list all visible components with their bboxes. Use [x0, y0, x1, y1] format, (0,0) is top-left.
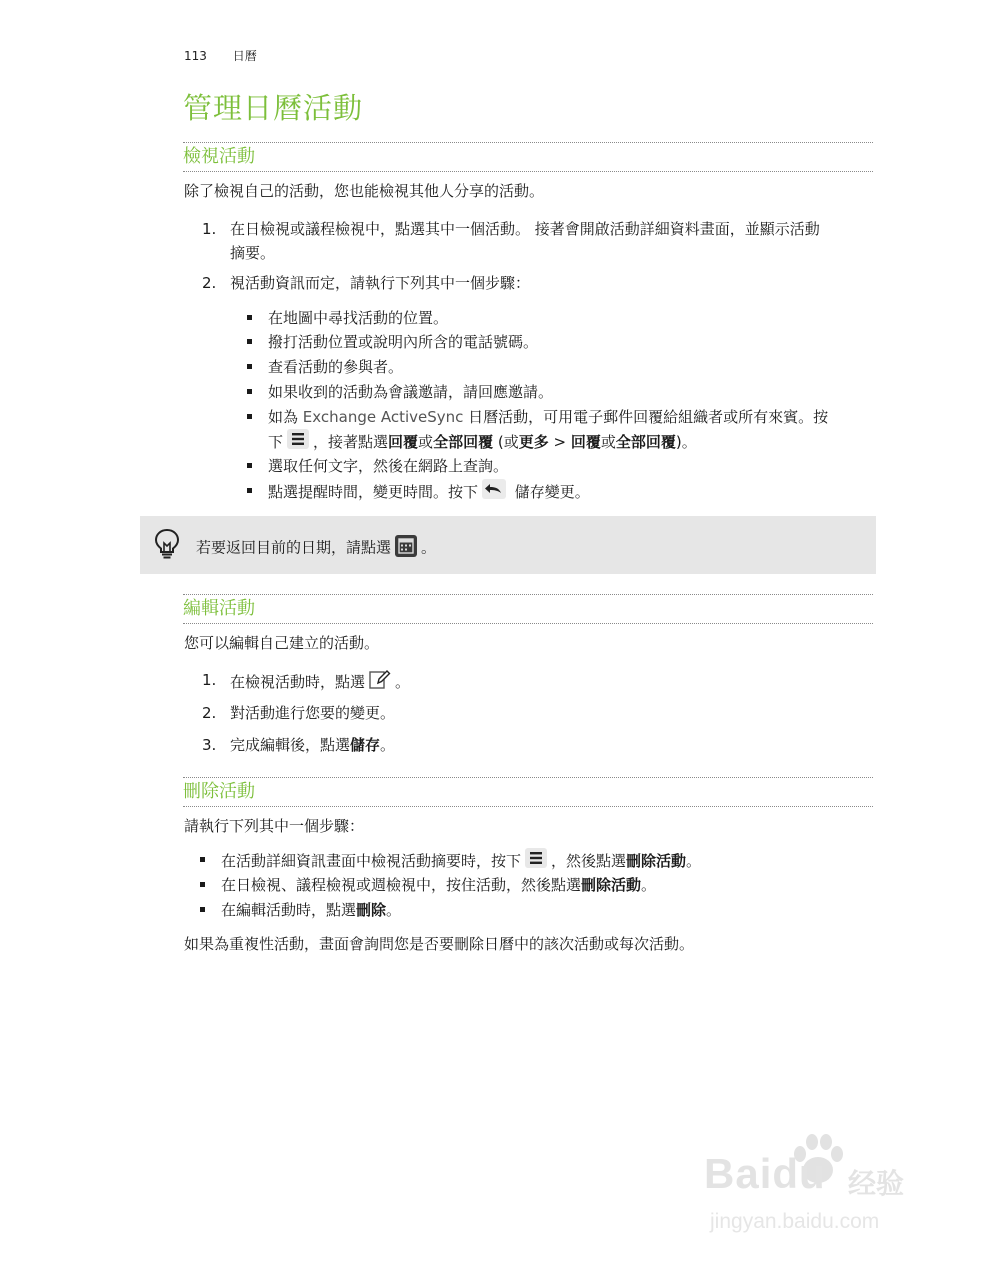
- text-run: 或: [418, 433, 434, 451]
- menu-icon: [525, 848, 547, 875]
- delete-closing: 如果為重複性活動，畫面會詢問您是否要刪除日曆中的該次活動或每次活動。: [184, 935, 695, 953]
- list-item-text: 在地圖中尋找活動的位置。: [268, 309, 449, 327]
- text-run: 如為: [268, 408, 303, 426]
- text-run: 。: [641, 876, 657, 894]
- bullet-marker: [247, 488, 252, 493]
- list-item-text: 如果收到的活動為會議邀請，請回應邀請。: [268, 383, 554, 401]
- text-run: 。: [386, 901, 402, 919]
- list-item: [247, 479, 882, 506]
- list-item-text: [268, 479, 882, 506]
- ui-term: 回覆: [570, 433, 601, 451]
- step-number: 1.: [202, 671, 217, 689]
- text-run: 。: [686, 852, 702, 870]
- baidu-watermark: [700, 1140, 935, 1250]
- step-text: 視活動資訊而定，請執行下列其中一個步驟：: [230, 274, 531, 292]
- list-item: [247, 330, 882, 354]
- view-step-1: [202, 217, 882, 265]
- list-item-text: 選取任何文字，然後在網路上查詢。: [268, 457, 509, 475]
- section-heading-edit: 編輯活動: [183, 594, 873, 624]
- text-run: 若要返回目前的日期，請點選: [196, 538, 392, 557]
- watermark-product: 经验: [848, 1167, 905, 1200]
- ui-term: 儲存: [350, 736, 381, 754]
- step-text-line: 摘要。: [230, 244, 276, 262]
- tip-text: [196, 535, 436, 561]
- bullet-marker: [247, 389, 252, 394]
- step-number: 2.: [202, 274, 217, 292]
- chapter-name: 日曆: [232, 49, 257, 63]
- text-run: 或: [600, 433, 616, 451]
- list-item-text: [221, 898, 880, 922]
- text-run: )。: [675, 433, 697, 451]
- tip-box: [140, 516, 876, 574]
- list-item-text: [221, 873, 880, 897]
- page-number: 113: [184, 49, 207, 63]
- text-run: 完成編輯後，點選: [230, 736, 351, 754]
- list-item-text: [268, 429, 882, 456]
- list-item: [200, 873, 880, 897]
- edit-step-1: [202, 668, 882, 697]
- bullet-marker: [200, 907, 205, 912]
- list-item-text: [268, 405, 882, 429]
- text-run: ，然後點選: [551, 852, 627, 870]
- watermark-brand: [704, 1150, 826, 1198]
- text-run: >: [548, 433, 571, 451]
- view-step-2: [202, 271, 882, 295]
- list-item: [247, 405, 882, 456]
- text-run: 。: [395, 673, 411, 691]
- bullet-marker: [247, 315, 252, 320]
- text-run: 。: [380, 736, 396, 754]
- text-run: du: [772, 1150, 826, 1197]
- edit-step-3: [202, 733, 882, 757]
- text-run: (或: [493, 433, 519, 451]
- bullet-marker: [247, 364, 252, 369]
- ui-term: 刪除: [356, 901, 387, 919]
- ui-term: 全部回覆: [433, 433, 494, 451]
- text-run: 在活動詳細資訊畫面中檢視活動摘要時，按下: [221, 852, 522, 870]
- text-run: 。: [421, 538, 437, 557]
- bullet-marker: [200, 857, 205, 862]
- menu-icon: [287, 429, 309, 456]
- step-text: [230, 668, 882, 697]
- lightbulb-icon: [154, 528, 180, 564]
- list-item-text: 撥打活動位置或說明內所含的電話號碼。: [268, 333, 539, 351]
- section-heading-delete: 刪除活動: [183, 777, 873, 807]
- page-title: 管理日曆活動: [183, 91, 364, 125]
- delete-intro: 請執行下列其中一個步驟：: [184, 817, 365, 835]
- list-item: [247, 306, 882, 330]
- step-text-line: 在日檢視或議程檢視中，點選其中一個活動。 接著會開啟活動詳細資料畫面，並顯示活動: [230, 220, 820, 238]
- ui-term: 全部回覆: [615, 433, 676, 451]
- running-head: [184, 47, 257, 64]
- product-name: Exchange ActiveSync: [302, 408, 464, 426]
- text-run: 點選提醒時間，變更時間。按下: [268, 483, 479, 501]
- list-item: [200, 898, 880, 922]
- list-item-text: 查看活動的參與者。: [268, 358, 404, 376]
- calendar-today-icon: [395, 535, 417, 561]
- step-number: 1.: [202, 220, 217, 238]
- list-item: [247, 355, 882, 379]
- back-arrow-icon: [482, 479, 506, 506]
- text-run: 在日檢視、議程檢視或週檢視中，按住活動，然後點選: [221, 876, 582, 894]
- bullet-marker: [247, 463, 252, 468]
- bullet-marker: [247, 339, 252, 344]
- step-number: 2.: [202, 704, 217, 722]
- text-run: Bai: [704, 1150, 773, 1197]
- edit-step-2: [202, 701, 882, 725]
- list-item-text: [221, 848, 880, 875]
- list-item: [200, 848, 880, 875]
- text-run: 儲存變更。: [510, 483, 590, 501]
- edit-icon: [369, 668, 391, 697]
- ui-term: 刪除活動: [626, 852, 687, 870]
- list-item: [247, 454, 882, 478]
- bullet-marker: [247, 414, 252, 419]
- ui-term: 回覆: [388, 433, 419, 451]
- ui-term: 更多: [518, 433, 549, 451]
- ui-term: 刪除活動: [581, 876, 642, 894]
- text-run: 日曆活動，可用電子郵件回覆給組織者或所有來賓。按: [463, 408, 829, 426]
- text-run: ，接著點選: [313, 433, 389, 451]
- list-item: [247, 380, 882, 404]
- section-heading-view: 檢視活動: [183, 142, 873, 172]
- text-run: 下: [268, 433, 284, 451]
- edit-intro: 您可以編輯自己建立的活動。: [184, 634, 380, 652]
- step-text: 對活動進行您要的變更。: [230, 704, 396, 722]
- text-run: 在編輯活動時，點選: [221, 901, 357, 919]
- view-intro: 除了檢視自己的活動，您也能檢視其他人分享的活動。: [184, 182, 545, 200]
- step-text: [230, 733, 882, 757]
- text-run: 在檢視活動時，點選: [230, 673, 366, 691]
- watermark-url: jingyan.baidu.com: [710, 1210, 880, 1233]
- bullet-marker: [200, 882, 205, 887]
- step-number: 3.: [202, 736, 217, 754]
